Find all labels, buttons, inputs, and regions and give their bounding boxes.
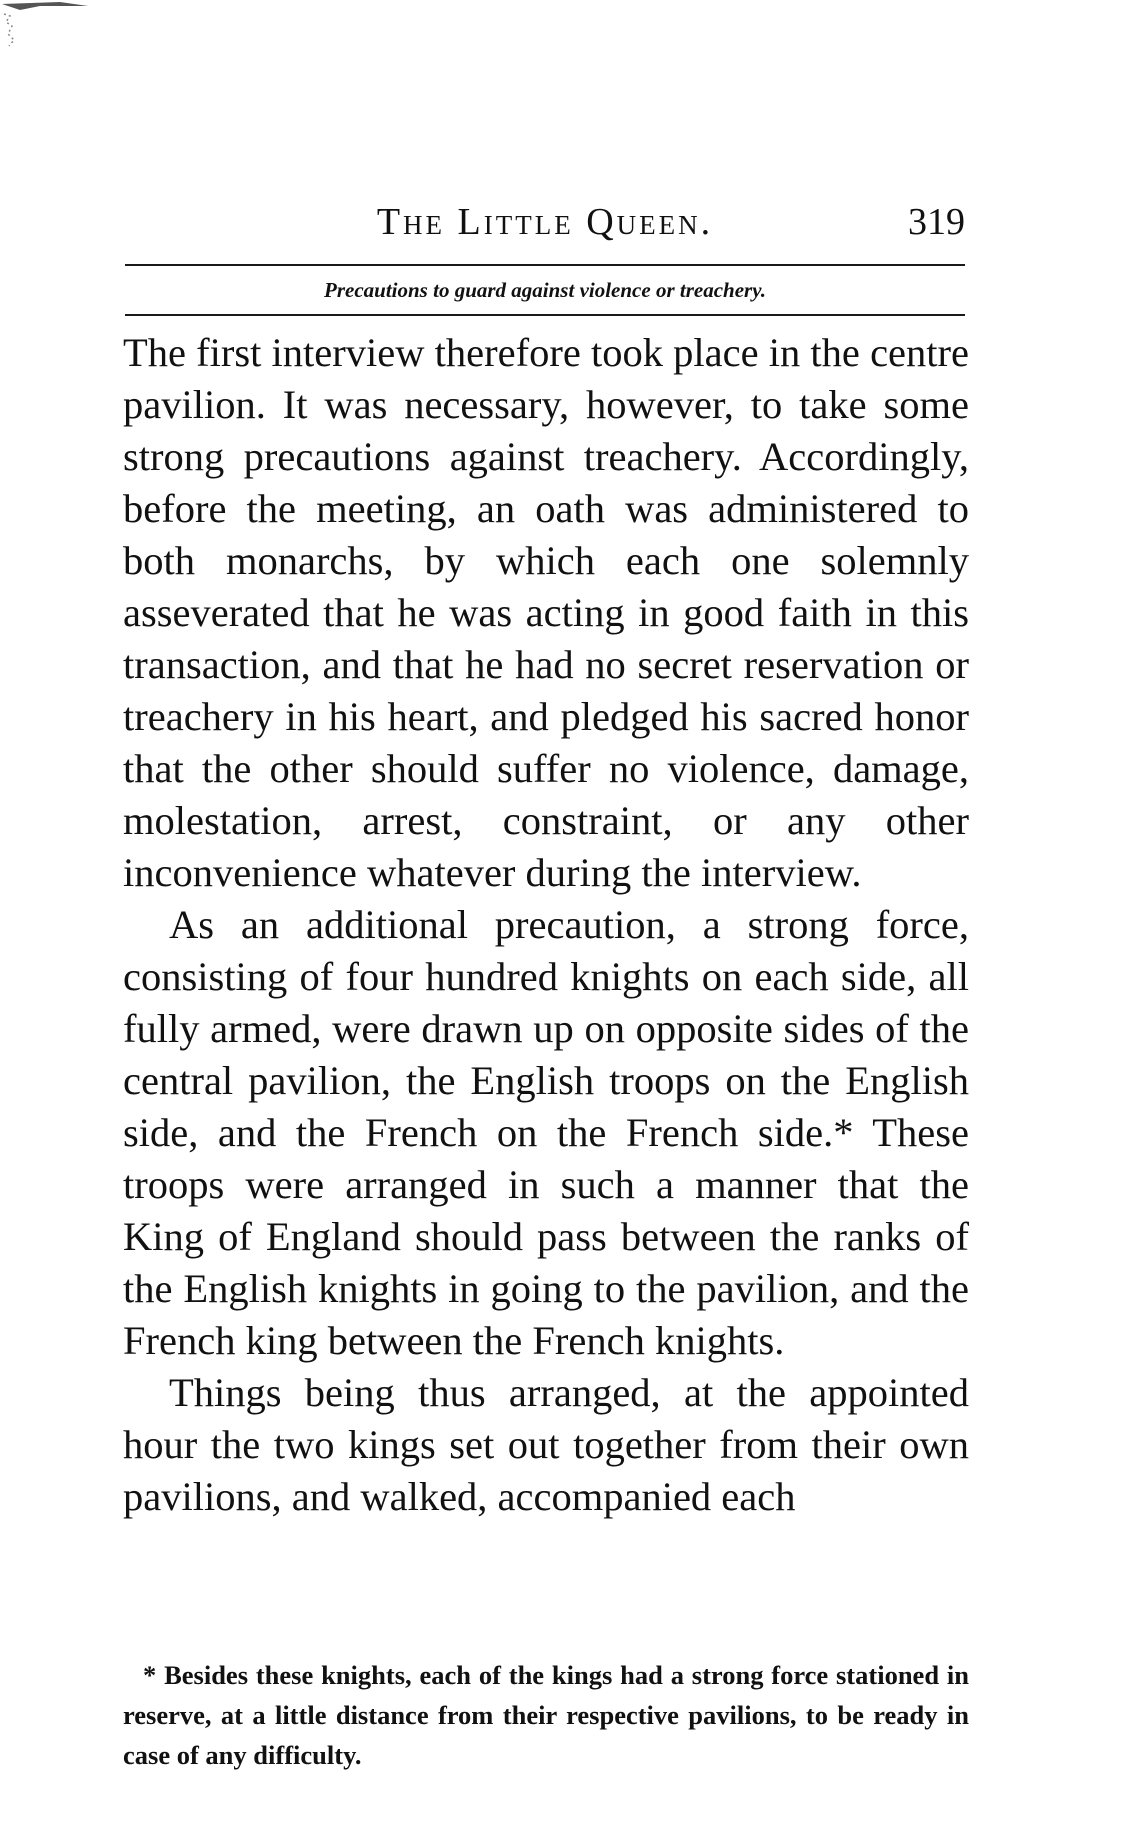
page-corner-speck: [0, 0, 90, 60]
running-title: The Little Queen.: [376, 201, 714, 243]
paragraph-1: The first interview therefore took place in the centre pavilion. It was necessary, however, to take some strong precautions against treachery. Accordingly, before the meeting, an oath was administered to both monarchs, by which each one solemnly asseverated that he was acting in good faith in this transaction, and that he had no secret reservation or treachery in his heart, and pledged his sacred honor that the other should suffer no violence, damage, molestation, arrest, constraint, or any other inconvenience whatever during the interview.: [123, 330, 969, 895]
page-number: 319: [908, 201, 965, 243]
section-subhead: Precautions to guard against violence or treachery.: [324, 278, 766, 302]
paragraph-3: Things being thus arranged, at the appointed hour the two kings set out together from their own pavilions, and walked, accompanied each: [123, 1370, 969, 1519]
paragraph-2: As an additional precaution, a strong force, consisting of four hundred knights on each side, all fully armed, were drawn up on opposite sides of the central pavilion, the English troops on the English side, and the French on the French side.* These troops were arranged in such a manner that the King of England should pass between the ranks of the English knights in going to the pavilion, and the French king between the French knights.: [123, 902, 969, 1363]
body-text: [123, 327, 969, 1523]
header-rule-bottom: [125, 314, 965, 316]
header-rule-top: [125, 264, 965, 266]
running-head: [125, 196, 965, 248]
footnote: * Besides these knights, each of the kings had a strong force stationed in reserve, at a little distance from their respective pavilions, to be ready in case of any difficulty.: [123, 1660, 969, 1770]
